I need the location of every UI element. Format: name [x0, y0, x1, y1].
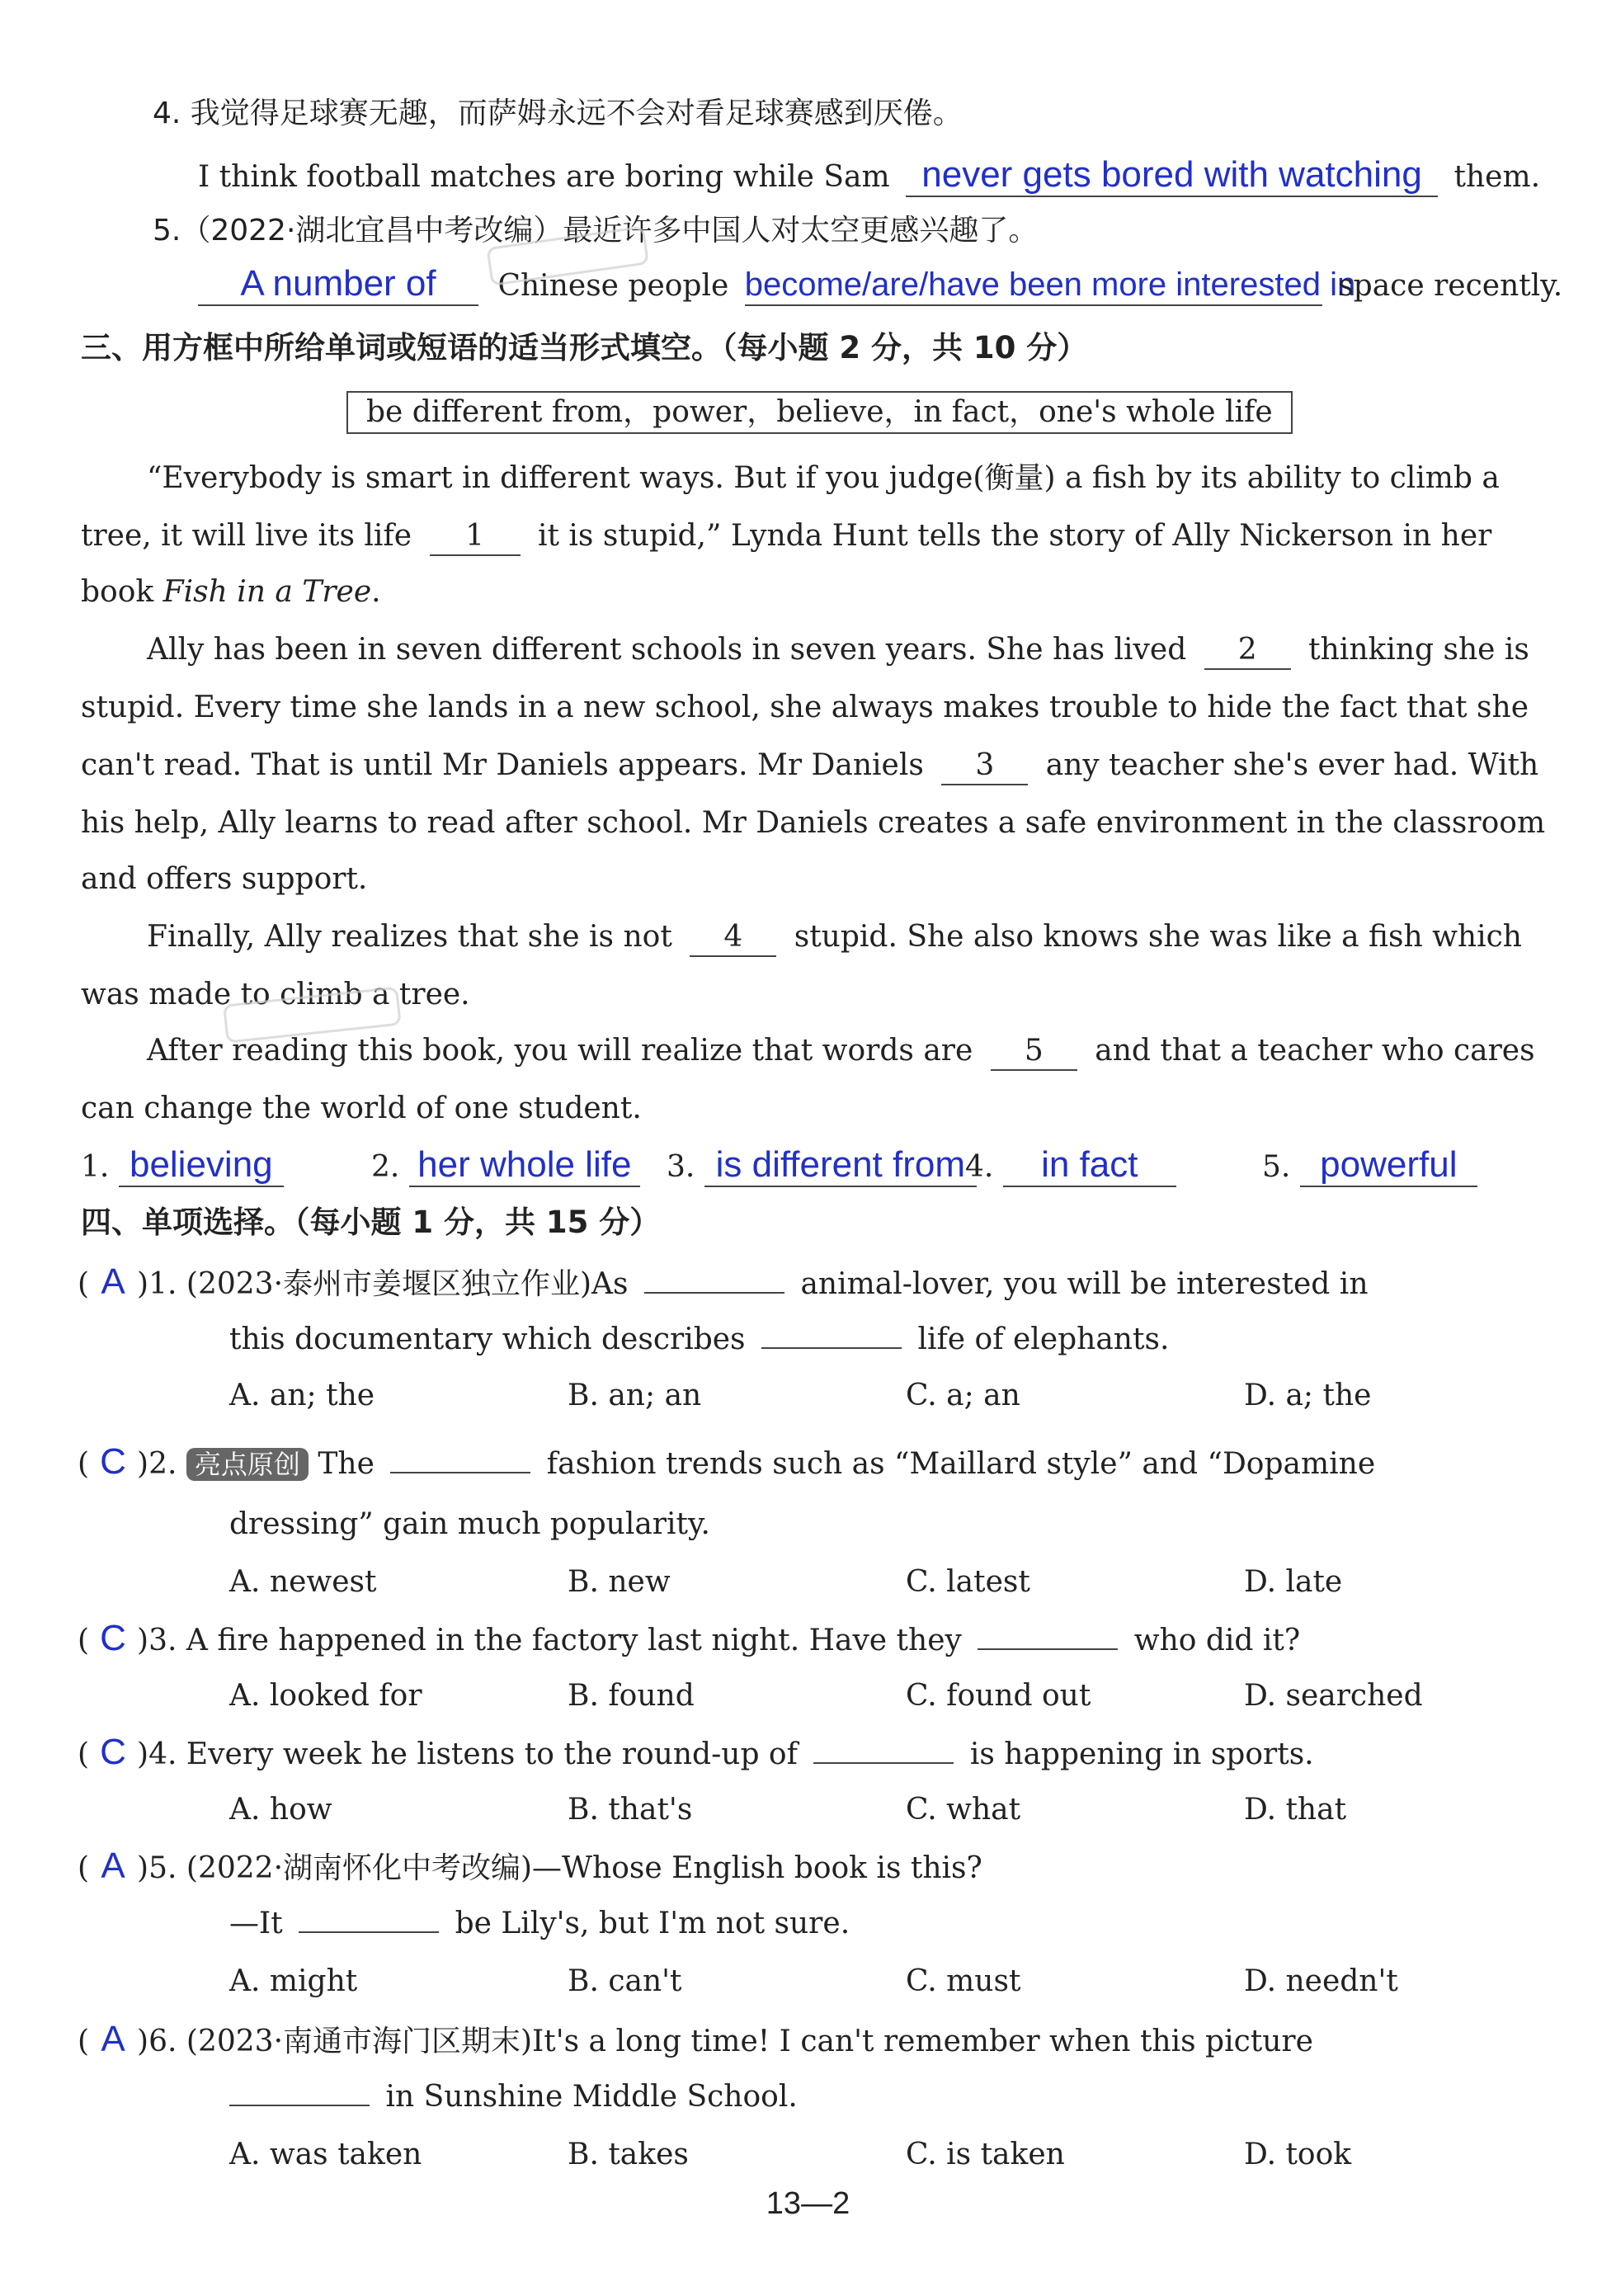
mc-q5-answer: A — [101, 1846, 125, 1886]
answer-5-blank — [1300, 1144, 1477, 1187]
mc-q5-text-c: be Lily's, but I'm not sure. — [455, 1907, 850, 1940]
mc-q5-text-a: (2022·湖南怀化中考改编)—Whose English book is this? — [186, 1851, 982, 1885]
mc-q2-option-b[interactable]: B. new — [568, 1565, 671, 1599]
blank-5 — [991, 1033, 1077, 1071]
mc-q5-num: )5. — [137, 1851, 177, 1885]
sec3-answer-4 — [965, 1144, 1176, 1187]
answer-1-blank — [119, 1144, 284, 1187]
mc-q5-line2 — [229, 1906, 850, 1942]
original-badge: 亮点原创 — [186, 1448, 309, 1481]
p3-line1-a: Finally, Ally realizes that she is not — [147, 920, 672, 954]
sec4-heading: 四、单项选择。（每小题 1 分，共 15 分） — [81, 1205, 661, 1240]
p1-line2-a: tree, it will live its life — [81, 519, 412, 553]
p3-line1-b: stupid. She also knows she was like a fish which — [794, 920, 1522, 954]
mc-q4-num: )4. — [137, 1737, 177, 1771]
answer-2-blank — [409, 1144, 640, 1187]
mc-q3-text-a: A fire happened in the factory last night. Have they — [186, 1624, 962, 1657]
mc-q6-line2 — [229, 2079, 798, 2115]
mc-q1-blank-2 — [761, 1347, 902, 1349]
p1-line3-a: book — [81, 575, 154, 609]
mc-q6-option-c[interactable]: C. is taken — [906, 2138, 1065, 2171]
mc-q2-line1: ( C )2. 亮点原创 The fashion trends such as “Maillard style” and “Dopamine — [78, 1441, 1376, 1482]
mc-q6-option-a[interactable]: A. was taken — [229, 2138, 422, 2171]
mc-q3-blank — [978, 1648, 1118, 1650]
mc-q2-text-b: fashion trends such as “Maillard style” and “Dopamine — [546, 1447, 1376, 1481]
p2-line1-a: Ally has been in seven different schools in seven years. She has lived — [147, 633, 1187, 667]
q4-text-b: them. — [1453, 160, 1541, 194]
blank-1 — [430, 518, 521, 556]
p3-line1 — [147, 919, 1522, 957]
p2-line3-a: can't read. That is until Mr Daniels appears. Mr Daniels — [81, 748, 924, 782]
mc-q3-option-a[interactable]: A. looked for — [229, 1679, 422, 1713]
mc-q6-text-b: in Sunshine Middle School. — [385, 2080, 798, 2114]
mc-q2-option-d[interactable]: D. late — [1244, 1565, 1343, 1599]
sec3-answer-2 — [371, 1144, 640, 1187]
blank-4 — [690, 919, 776, 957]
mc-q4-line1: ( C )4. Every week he listens to the round-up of is happening in sports. — [78, 1732, 1314, 1772]
mc-q5-option-d[interactable]: D. needn't — [1244, 1964, 1398, 1998]
mc-q5-text-b: —It — [229, 1907, 283, 1940]
answer-5-num: 5. — [1262, 1150, 1291, 1184]
q5-text-a: Chinese people — [497, 269, 729, 303]
p2-line1-b: thinking she is — [1308, 633, 1529, 667]
p1-line2-b: it is stupid,” Lynda Hunt tells the story of Ally Nickerson in her — [537, 519, 1492, 553]
answer-4-blank — [1003, 1144, 1176, 1187]
mc-q4-option-b[interactable]: B. that's — [568, 1793, 693, 1827]
mc-q4-option-c[interactable]: C. what — [906, 1793, 1021, 1827]
mc-q6-answer: A — [101, 2019, 125, 2059]
mc-q4-option-a[interactable]: A. how — [229, 1793, 332, 1827]
mc-q4-blank — [813, 1762, 954, 1764]
mc-q1-blank-1 — [644, 1292, 784, 1294]
mc-q4-text-a: Every week he listens to the round-up of — [186, 1737, 798, 1771]
mc-q5-blank — [299, 1931, 439, 1933]
mc-q3-text-b: who did it? — [1133, 1624, 1301, 1657]
sec3-answer-1 — [81, 1144, 284, 1187]
p2-line2: stupid. Every time she lands in a new school, she always makes trouble to hide the fact that she — [81, 691, 1529, 724]
mc-q3-answer: C — [100, 1618, 126, 1658]
p2-line3 — [81, 747, 1538, 785]
p1-line1: “Everybody is smart in different ways. But if you judge(衡量) a fish by its ability to climb a — [147, 461, 1500, 495]
mc-q1-text-b: animal-lover, you will be interested in — [800, 1267, 1369, 1301]
mc-q4-text-b: is happening in sports. — [969, 1737, 1314, 1771]
p4-line1-b: and that a teacher who cares — [1095, 1034, 1535, 1068]
page-number: 13—2 — [766, 2186, 850, 2221]
mc-q3-num: )3. — [137, 1624, 177, 1657]
mc-q1-text-d: life of elephants. — [917, 1322, 1170, 1356]
p3-line2: was made to climb a tree. — [81, 978, 470, 1011]
mc-q3-option-d[interactable]: D. searched — [1244, 1679, 1423, 1713]
p4-line2: can change the world of one student. — [81, 1091, 642, 1125]
word-box: be different from，power，believe，in fact，one's whole life — [346, 391, 1293, 434]
answer-5: powerful — [1320, 1144, 1458, 1185]
mc-q6-text-a: (2023·南通市海门区期末)It's a long time! I can't remember when this picture — [186, 2025, 1313, 2058]
mc-q1-num: )1. — [137, 1267, 177, 1301]
mc-q1-text-a: (2023·泰州市姜堰区独立作业)As — [186, 1267, 629, 1301]
q4-answer: never gets bored with watching — [921, 154, 1422, 195]
mc-q4-option-d[interactable]: D. that — [1244, 1793, 1347, 1827]
answer-3-num: 3. — [667, 1150, 695, 1184]
p4-line1-a: After reading this book, you will realize that words are — [147, 1034, 973, 1068]
answer-3-blank — [704, 1144, 977, 1187]
mc-q2-blank — [390, 1472, 530, 1473]
q5-text-b: space recently. — [1338, 269, 1563, 303]
blank-5-num: 5 — [1024, 1034, 1044, 1068]
mc-q4-answer: C — [100, 1732, 126, 1772]
answer-4: in fact — [1041, 1144, 1138, 1185]
blank-1-num: 1 — [465, 519, 484, 553]
p2-line3-b: any teacher she's ever had. With — [1045, 748, 1539, 782]
p2-line4: his help, Ally learns to read after school. Mr Daniels creates a safe environment in the classroom — [81, 806, 1546, 840]
p1-line2 — [81, 518, 1491, 556]
answer-1-num: 1. — [81, 1150, 110, 1184]
sec2-q5-en — [198, 263, 1563, 306]
mc-q1-option-d[interactable]: D. a; the — [1244, 1379, 1372, 1412]
mc-q6-option-d[interactable]: D. took — [1244, 2138, 1352, 2171]
blank-3-num: 3 — [975, 748, 995, 782]
p2-line5: and offers support. — [81, 862, 368, 896]
sec3-answer-3 — [667, 1144, 977, 1187]
mc-q2-option-a[interactable]: A. newest — [229, 1565, 377, 1599]
answer-3: is different from — [715, 1144, 966, 1185]
mc-q5-option-a[interactable]: A. might — [229, 1964, 358, 1998]
mc-q2-text-a: The — [318, 1447, 375, 1481]
p2-line1 — [147, 632, 1529, 670]
p1-line3-b: . — [371, 575, 381, 609]
q5-answer2-blank — [744, 266, 1356, 306]
mc-q1-answer: A — [101, 1261, 125, 1302]
mc-q1-line1: ( A )1. (2023·泰州市姜堰区独立作业)As animal-lover, you will be interested in — [78, 1261, 1369, 1302]
q5-answer2: become/are/have been more interested in — [744, 266, 1356, 303]
mc-q1-option-a[interactable]: A. an; the — [229, 1379, 375, 1412]
mc-q6-line1: ( A )6. (2023·南通市海门区期末)It's a long time! I can't remember when this picture — [78, 2019, 1313, 2059]
mc-q2-answer: C — [100, 1441, 126, 1482]
blank-2 — [1204, 632, 1291, 670]
blank-3 — [941, 747, 1028, 785]
mc-q5-option-b[interactable]: B. can't — [568, 1964, 682, 1998]
mc-q1-text-c: this documentary which describes — [229, 1322, 746, 1356]
q4-text-a: I think football matches are boring while Sam — [198, 160, 890, 194]
blank-4-num: 4 — [723, 920, 743, 954]
q5-answer1: A number of — [240, 263, 436, 304]
blank-2-num: 2 — [1237, 633, 1257, 667]
mc-q2-line2: dressing” gain much popularity. — [229, 1507, 710, 1541]
q4-answer-blank — [906, 154, 1438, 197]
mc-q5-line1: ( A )5. (2022·湖南怀化中考改编)—Whose English book is this? — [78, 1846, 982, 1886]
answer-1: believing — [129, 1144, 273, 1185]
mc-q1-option-c[interactable]: C. a; an — [906, 1379, 1020, 1412]
sec2-q4-zh: 4. 我觉得足球赛无趣，而萨姆永远不会对看足球赛感到厌倦。 — [153, 97, 963, 130]
sec3-heading: 三、用方框中所给单词或短语的适当形式填空。（每小题 2 分，共 10 分） — [81, 330, 1088, 365]
answer-2: her whole life — [417, 1144, 632, 1185]
mc-q3-line1: ( C )3. A fire happened in the factory last night. Have they who did it? — [78, 1618, 1301, 1658]
answer-2-num: 2. — [371, 1150, 400, 1184]
mc-q6-num: )6. — [137, 2025, 177, 2058]
sec2-q5-zh: 5.（2022·湖北宜昌中考改编）最近许多中国人对太空更感兴趣了。 — [153, 214, 1039, 248]
mc-q5-option-c[interactable]: C. must — [906, 1964, 1021, 1998]
mc-q2-option-c[interactable]: C. latest — [906, 1565, 1030, 1599]
answer-4-num: 4. — [965, 1150, 994, 1184]
mc-q3-option-c[interactable]: C. found out — [906, 1679, 1091, 1713]
mc-q1-option-b[interactable]: B. an; an — [568, 1379, 702, 1412]
p1-line3 — [81, 574, 381, 611]
sec2-q4-en — [198, 154, 1541, 197]
mc-q6-option-b[interactable]: B. takes — [568, 2138, 689, 2171]
book-title: Fish in a Tree — [163, 575, 372, 609]
q5-answer1-blank — [198, 263, 478, 306]
mc-q2-num: )2. — [137, 1447, 177, 1481]
mc-q6-blank — [229, 2105, 370, 2106]
sec3-answer-5 — [1262, 1144, 1477, 1187]
mc-q3-option-b[interactable]: B. found — [568, 1679, 695, 1713]
mc-q1-line2 — [229, 1322, 1169, 1358]
